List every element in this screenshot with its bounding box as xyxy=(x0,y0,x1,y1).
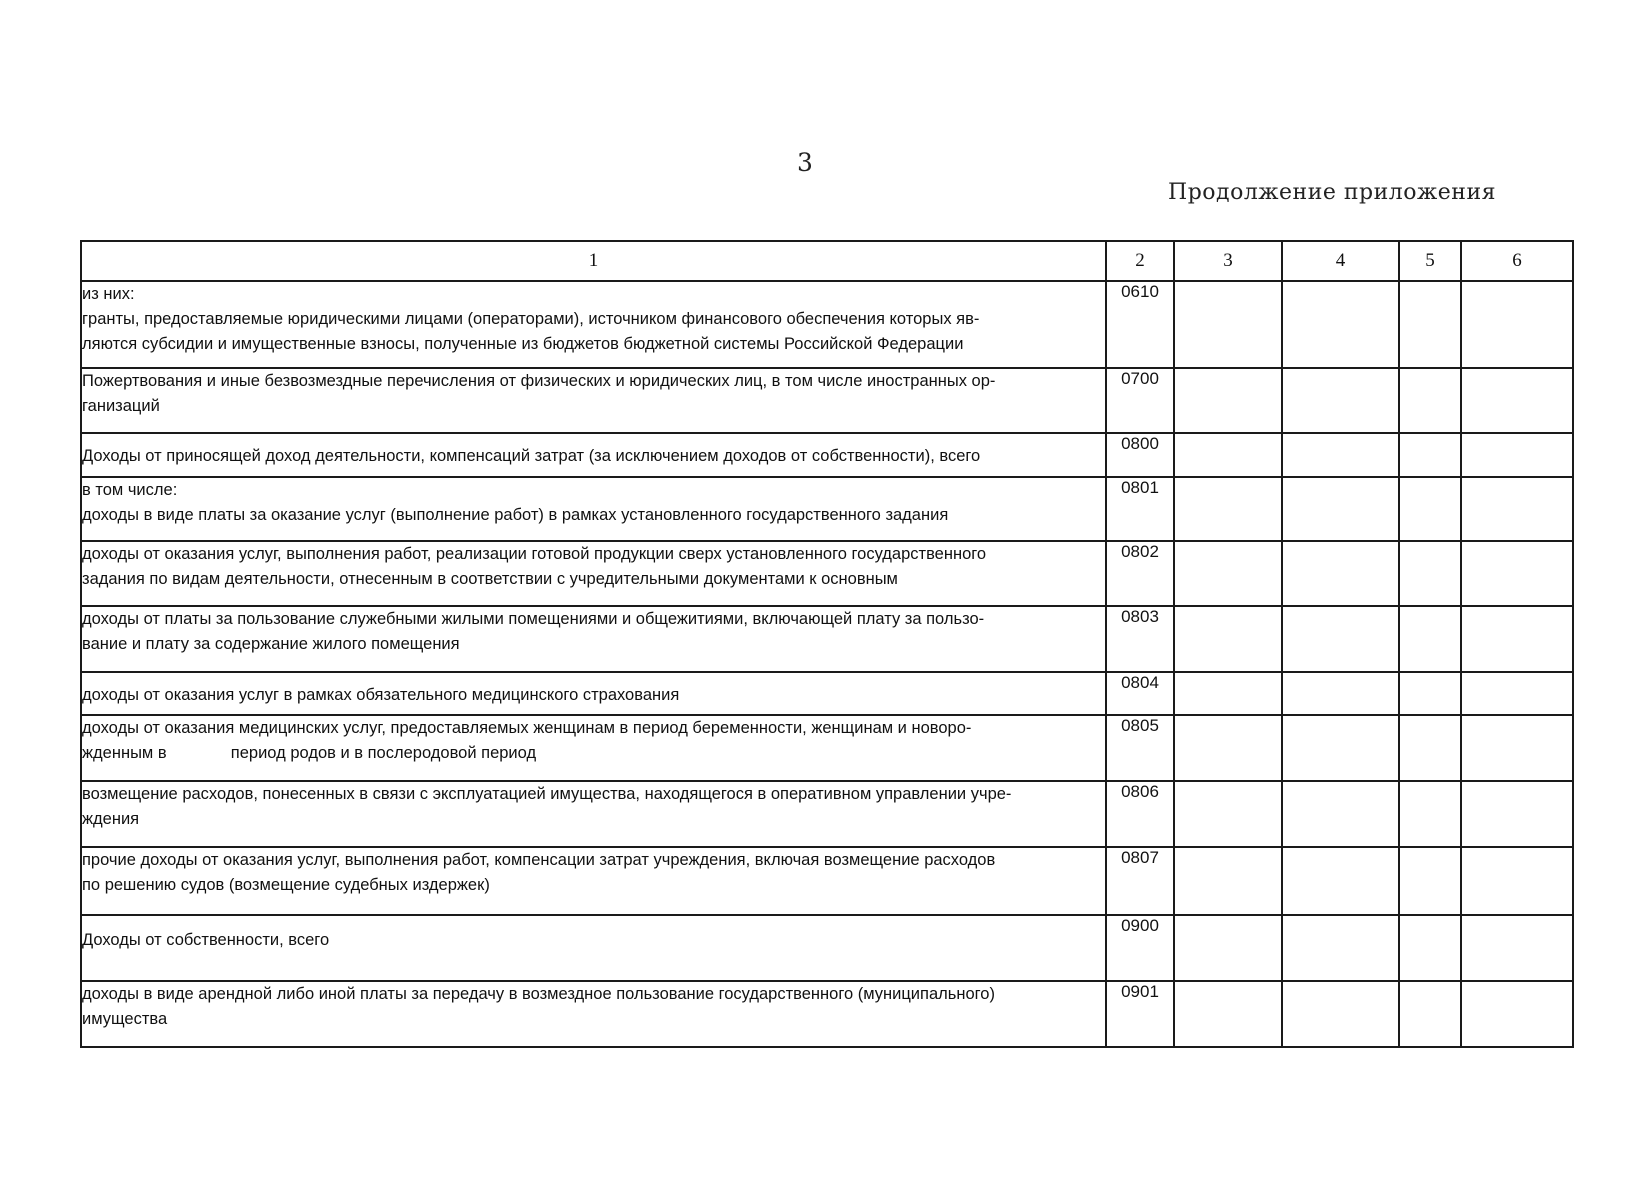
row-description xyxy=(81,433,1106,477)
table-row xyxy=(81,672,1573,715)
value-cell xyxy=(1282,281,1399,368)
description-line: ляются субсидии и имущественные взносы, полученные из бюджетов бюджетной системы Российской Федерации xyxy=(82,335,964,353)
description-line: доходы от оказания медицинских услуг, предоставляемых женщинам в период беременности, женщинам и новоро- xyxy=(82,719,972,737)
table-row xyxy=(81,477,1573,541)
value-cell xyxy=(1399,368,1461,433)
page-number: 3 xyxy=(797,148,813,177)
row-description xyxy=(81,281,1106,368)
value-cell xyxy=(1282,781,1399,847)
row-code: 0900 xyxy=(1106,915,1174,981)
value-cell xyxy=(1282,847,1399,915)
column-header: 6 xyxy=(1461,241,1573,281)
row-description xyxy=(81,915,1106,981)
value-cell xyxy=(1174,672,1282,715)
description-line: прочие доходы от оказания услуг, выполнения работ, компенсации затрат учреждения, включая возмещение расходов xyxy=(82,851,996,869)
value-cell xyxy=(1282,541,1399,606)
report-table xyxy=(80,240,1574,1048)
column-header: 4 xyxy=(1282,241,1399,281)
description-line: по решению судов (возмещение судебных издержек) xyxy=(82,876,490,894)
row-code: 0801 xyxy=(1106,477,1174,541)
value-cell xyxy=(1399,981,1461,1047)
value-cell xyxy=(1399,541,1461,606)
value-cell xyxy=(1399,281,1461,368)
description-line: доходы от оказания услуг, выполнения работ, реализации готовой продукции сверх установленного государственного xyxy=(82,545,987,563)
value-cell xyxy=(1461,368,1573,433)
description-line: ганизаций xyxy=(82,397,160,415)
description-line: Доходы от приносящей доход деятельности, компенсаций затрат (за исключением доходов от собственности), всего xyxy=(82,447,981,465)
value-cell xyxy=(1174,715,1282,781)
value-cell xyxy=(1399,715,1461,781)
description-line: в том числе: xyxy=(82,481,178,499)
value-cell xyxy=(1174,981,1282,1047)
description-line: гранты, предоставляемые юридическими лицами (операторами), источником финансового обеспечения которых яв- xyxy=(82,310,980,328)
value-cell xyxy=(1461,477,1573,541)
value-cell xyxy=(1461,981,1573,1047)
row-code: 0901 xyxy=(1106,981,1174,1047)
row-description xyxy=(81,847,1106,915)
value-cell xyxy=(1399,915,1461,981)
row-description xyxy=(81,715,1106,781)
value-cell xyxy=(1282,368,1399,433)
column-header: 2 xyxy=(1106,241,1174,281)
value-cell xyxy=(1461,281,1573,368)
description-line: имущества xyxy=(82,1010,168,1028)
value-cell xyxy=(1282,715,1399,781)
value-cell xyxy=(1461,433,1573,477)
value-cell xyxy=(1399,781,1461,847)
description-line: задания по видам деятельности, отнесенным в соответствии с учредительными документами к основным xyxy=(82,570,898,588)
row-code: 0800 xyxy=(1106,433,1174,477)
row-code: 0802 xyxy=(1106,541,1174,606)
description-line: ждения xyxy=(82,810,140,828)
description-line: Пожертвования и иные безвозмездные перечисления от физических и юридических лиц, в том числе иностранных ор- xyxy=(82,372,996,390)
row-code: 0610 xyxy=(1106,281,1174,368)
value-cell xyxy=(1174,541,1282,606)
value-cell xyxy=(1282,981,1399,1047)
table-row xyxy=(81,606,1573,672)
description-line: из них: xyxy=(82,285,135,303)
table-row xyxy=(81,541,1573,606)
value-cell xyxy=(1282,915,1399,981)
value-cell xyxy=(1399,433,1461,477)
value-cell xyxy=(1399,847,1461,915)
value-cell xyxy=(1174,433,1282,477)
value-cell xyxy=(1399,477,1461,541)
value-cell xyxy=(1174,781,1282,847)
column-header: 5 xyxy=(1399,241,1461,281)
row-description xyxy=(81,781,1106,847)
description-line: жденным в период родов и в послеродовой период xyxy=(82,744,537,762)
value-cell xyxy=(1399,606,1461,672)
value-cell xyxy=(1174,477,1282,541)
value-cell xyxy=(1399,672,1461,715)
description-line: доходы в виде арендной либо иной платы за передачу в возмездное пользование государственного (муниципального) xyxy=(82,985,995,1003)
value-cell xyxy=(1282,477,1399,541)
value-cell xyxy=(1174,368,1282,433)
row-description xyxy=(81,981,1106,1047)
value-cell xyxy=(1461,715,1573,781)
description-line: вание и плату за содержание жилого помещения xyxy=(82,635,460,653)
value-cell xyxy=(1174,606,1282,672)
table-row xyxy=(81,847,1573,915)
row-description xyxy=(81,606,1106,672)
header-row xyxy=(81,241,1573,281)
row-code: 0807 xyxy=(1106,847,1174,915)
row-code: 0804 xyxy=(1106,672,1174,715)
table-row xyxy=(81,981,1573,1047)
row-code: 0803 xyxy=(1106,606,1174,672)
table-row xyxy=(81,433,1573,477)
value-cell xyxy=(1461,915,1573,981)
value-cell xyxy=(1282,672,1399,715)
table-row xyxy=(81,915,1573,981)
value-cell xyxy=(1461,541,1573,606)
table-row xyxy=(81,368,1573,433)
value-cell xyxy=(1282,606,1399,672)
column-header: 1 xyxy=(81,241,1106,281)
value-cell xyxy=(1174,915,1282,981)
value-cell xyxy=(1282,433,1399,477)
value-cell xyxy=(1174,847,1282,915)
table-row xyxy=(81,781,1573,847)
row-code: 0700 xyxy=(1106,368,1174,433)
row-description xyxy=(81,368,1106,433)
continuation-label: Продолжение приложения xyxy=(1168,180,1496,205)
row-description xyxy=(81,477,1106,541)
value-cell xyxy=(1461,672,1573,715)
row-description xyxy=(81,672,1106,715)
value-cell xyxy=(1461,847,1573,915)
table-row xyxy=(81,281,1573,368)
description-line: доходы в виде платы за оказание услуг (выполнение работ) в рамках установленного государственного задания xyxy=(82,506,949,524)
description-line: доходы от оказания услуг в рамках обязательного медицинского страхования xyxy=(82,686,680,704)
description-line: возмещение расходов, понесенных в связи с эксплуатацией имущества, находящегося в оперативном управлении учре- xyxy=(82,785,1012,803)
description-line: доходы от платы за пользование служебными жилыми помещениями и общежитиями, включающей плату за пользо- xyxy=(82,610,985,628)
value-cell xyxy=(1461,606,1573,672)
value-cell xyxy=(1461,781,1573,847)
value-cell xyxy=(1174,281,1282,368)
row-code: 0806 xyxy=(1106,781,1174,847)
row-description xyxy=(81,541,1106,606)
description-line: Доходы от собственности, всего xyxy=(82,931,330,949)
table-row xyxy=(81,715,1573,781)
column-header: 3 xyxy=(1174,241,1282,281)
row-code: 0805 xyxy=(1106,715,1174,781)
